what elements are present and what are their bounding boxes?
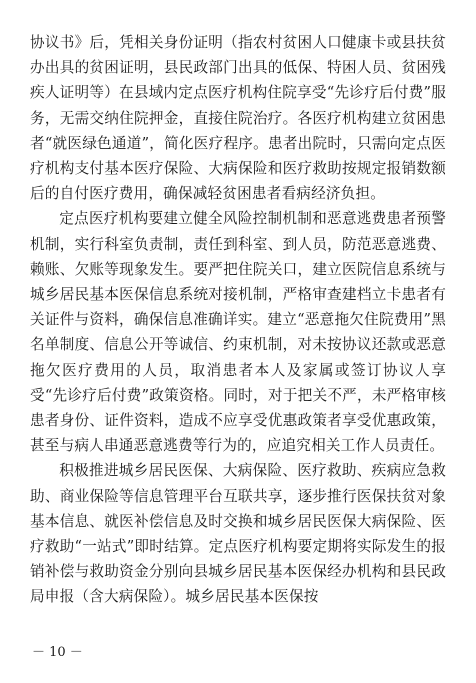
document-page <box>30 30 446 610</box>
paragraph-risk-control: 定点医疗机构要建立健全风险控制机制和恶意逃费患者预警机制，实行科室负责制，责任到科室、到人员，防范恶意逃费、赖账、欠账等现象发生。要严把住院关口，建立医院信息系统与城乡居民基本医保信息系统对接机制，严格审查建档立卡患者有关证件与资料，确保信息准确详实。建立“恶意拖欠住院费用”黑名单制度、信息公开等诚信、约束机制，对未按协议还款或恶意拖欠医疗费用的人员，取消患者本人及家属或签订协议人享受“先诊疗后付费”政策资格。同时，对于把关不严，未严格审核患者身份、证件资料，造成不应享受优惠政策者享受优惠政策，甚至与病人串通恶意逃费等行为的，应追究相关工作人员责任。 <box>30 210 446 455</box>
paragraph-information-sharing: 积极推进城乡居民医保、大病保险、医疗救助、疾病应急救助、商业保险等信息管理平台互联共享，逐步推行医保扶贫对象基本信息、就医补偿信息及时交换和城乡居民医保大病保险、医疗救助“一站式”即时结算。定点医疗机构要定期将实际发生的报销补偿与救助资金分别向县城乡居民基本医保经办机构和县民政局申报（含大病保险）。城乡居民基本医保按 <box>30 462 446 606</box>
paragraph-continuation: 协议书》后，凭相关身份证明（指农村贫困人口健康卡或县扶贫办出具的贫困证明，县民政部门出具的低保、特困人员、贫困残疾人证明等）在县域内定点医疗机构住院享受“先诊疗后付费”服务，无需交纳住院押金，直接住院治疗。各医疗机构建立贫困患者“就医绿色通道”，简化医疗程序。患者出院时，只需向定点医疗机构支付基本医疗保险、大病保险和医疗救助按规定报销数额后的自付医疗费用，确保减轻贫困患者看病经济负担。 <box>30 34 446 203</box>
page-number: － 10 － <box>32 645 83 660</box>
